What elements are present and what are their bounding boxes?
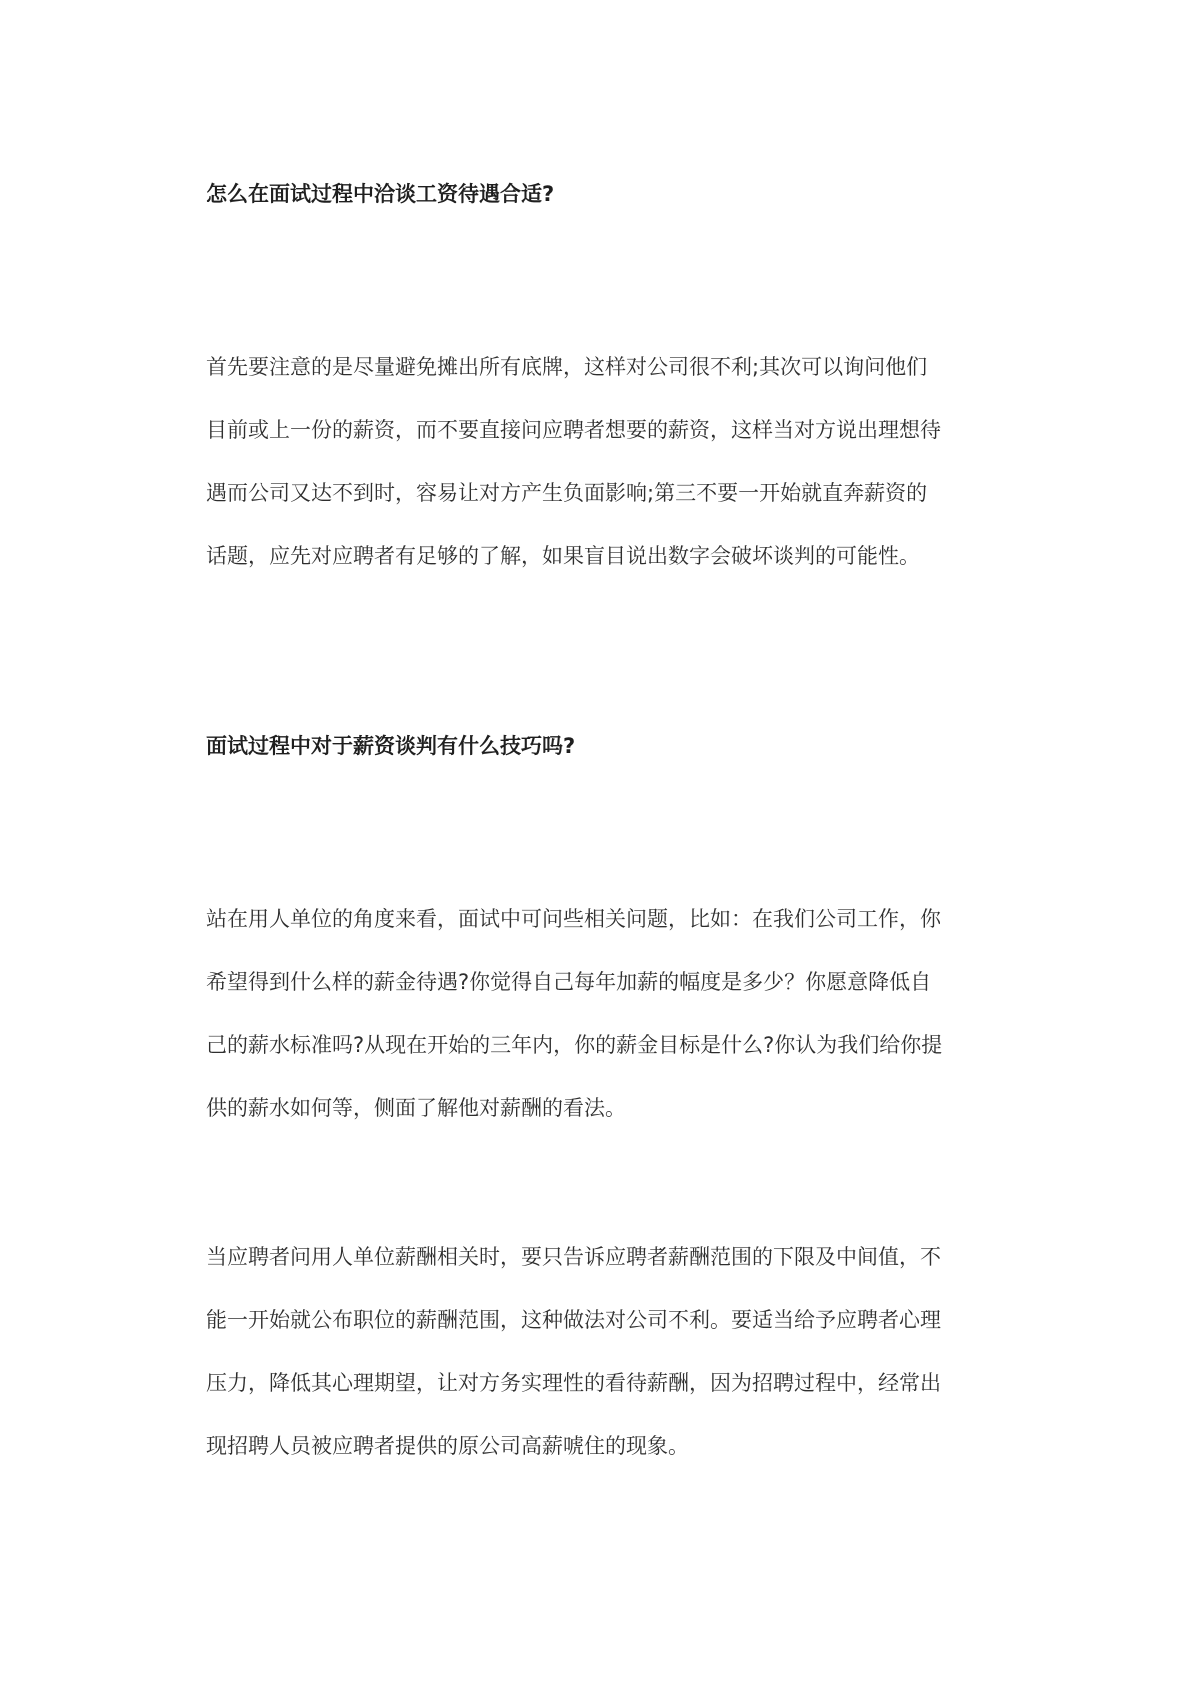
section-heading-1: 怎么在面试过程中洽谈工资待遇合适? bbox=[206, 182, 555, 206]
paragraph-line: 现招聘人员被应聘者提供的原公司高薪唬住的现象。 bbox=[206, 1434, 689, 1458]
paragraph-line: 己的薪水标准吗?从现在开始的三年内，你的薪金目标是什么?你认为我们给你提 bbox=[206, 1033, 943, 1057]
paragraph-line: 首先要注意的是尽量避免摊出所有底牌，这样对公司很不利;其次可以询问他们 bbox=[206, 355, 928, 379]
paragraph-line: 供的薪水如何等，侧面了解他对薪酬的看法。 bbox=[206, 1096, 626, 1120]
paragraph-line: 话题，应先对应聘者有足够的了解，如果盲目说出数字会破坏谈判的可能性。 bbox=[206, 544, 920, 568]
paragraph-line: 当应聘者问用人单位薪酬相关时，要只告诉应聘者薪酬范围的下限及中间值，不 bbox=[206, 1245, 941, 1269]
paragraph-line: 能一开始就公布职位的薪酬范围，这种做法对公司不利。要适当给予应聘者心理 bbox=[206, 1308, 941, 1332]
paragraph-3 bbox=[206, 1242, 1006, 1461]
paragraph-2 bbox=[206, 904, 1006, 1123]
paragraph-line: 希望得到什么样的薪金待遇?你觉得自己每年加薪的幅度是多少？你愿意降低自 bbox=[206, 970, 932, 994]
paragraph-line: 目前或上一份的薪资，而不要直接问应聘者想要的薪资，这样当对方说出理想待 bbox=[206, 418, 941, 442]
paragraph-1 bbox=[206, 352, 1006, 571]
paragraph-line: 站在用人单位的角度来看，面试中可问些相关问题，比如：在我们公司工作，你 bbox=[206, 907, 941, 931]
paragraph-line: 遇而公司又达不到时，容易让对方产生负面影响;第三不要一开始就直奔薪资的 bbox=[206, 481, 928, 505]
section-heading-2: 面试过程中对于薪资谈判有什么技巧吗? bbox=[206, 734, 576, 758]
paragraph-line: 压力，降低其心理期望，让对方务实理性的看待薪酬，因为招聘过程中，经常出 bbox=[206, 1371, 941, 1395]
